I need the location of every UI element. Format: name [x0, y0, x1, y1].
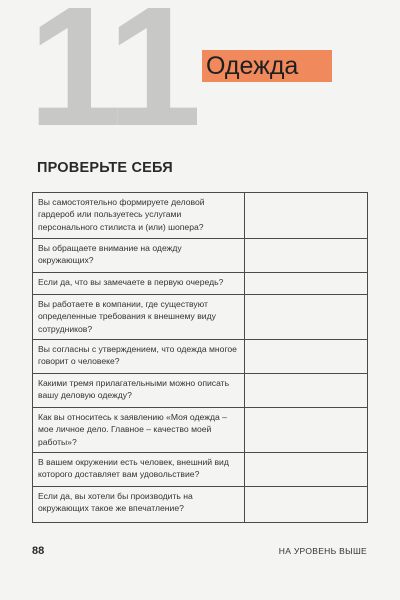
table-row	[33, 239, 368, 273]
chapter-number: 11	[28, 0, 196, 162]
chapter-title: Одежда	[202, 50, 332, 82]
table-row	[33, 374, 368, 408]
question-cell: Если да, что вы замечаете в первую очередь?	[33, 273, 245, 295]
table-row	[33, 295, 368, 340]
question-cell: Вы обращаете внимание на одежду окружающих?	[33, 239, 245, 273]
book-title: НА УРОВЕНЬ ВЫШЕ	[278, 546, 367, 556]
table-row	[33, 487, 368, 523]
self-check-table	[32, 192, 368, 523]
question-cell: Как вы относитесь к заявлению «Моя одежда – мое личное дело. Главное – качество моей работы»?	[33, 408, 245, 453]
answer-cell	[245, 487, 368, 523]
answer-cell	[245, 273, 368, 295]
question-cell: Вы самостоятельно формируете деловой гардероб или пользуетесь услугами персонального стилиста и (или) шопера?	[33, 193, 245, 239]
table-row	[33, 453, 368, 487]
section-title: ПРОВЕРЬТЕ СЕБЯ	[37, 160, 173, 176]
question-cell: Вы работаете в компании, где существуют определенные требования к внешнему виду сотрудников?	[33, 295, 245, 340]
question-cell: Какими тремя прилагательными можно описать вашу деловую одежду?	[33, 374, 245, 408]
answer-cell	[245, 374, 368, 408]
answer-cell	[245, 340, 368, 374]
table-row	[33, 193, 368, 239]
question-cell: Вы согласны с утверждением, что одежда многое говорит о человеке?	[33, 340, 245, 374]
table-row	[33, 408, 368, 453]
answer-cell	[245, 193, 368, 239]
answer-cell	[245, 408, 368, 453]
table-row	[33, 340, 368, 374]
answer-cell	[245, 239, 368, 273]
answer-cell	[245, 295, 368, 340]
page-number: 88	[32, 545, 45, 557]
question-cell: В вашем окружении есть человек, внешний вид которого доставляет вам удовольствие?	[33, 453, 245, 487]
table-row	[33, 273, 368, 295]
question-cell: Если да, вы хотели бы производить на окружающих такое же впечатление?	[33, 487, 245, 523]
answer-cell	[245, 453, 368, 487]
